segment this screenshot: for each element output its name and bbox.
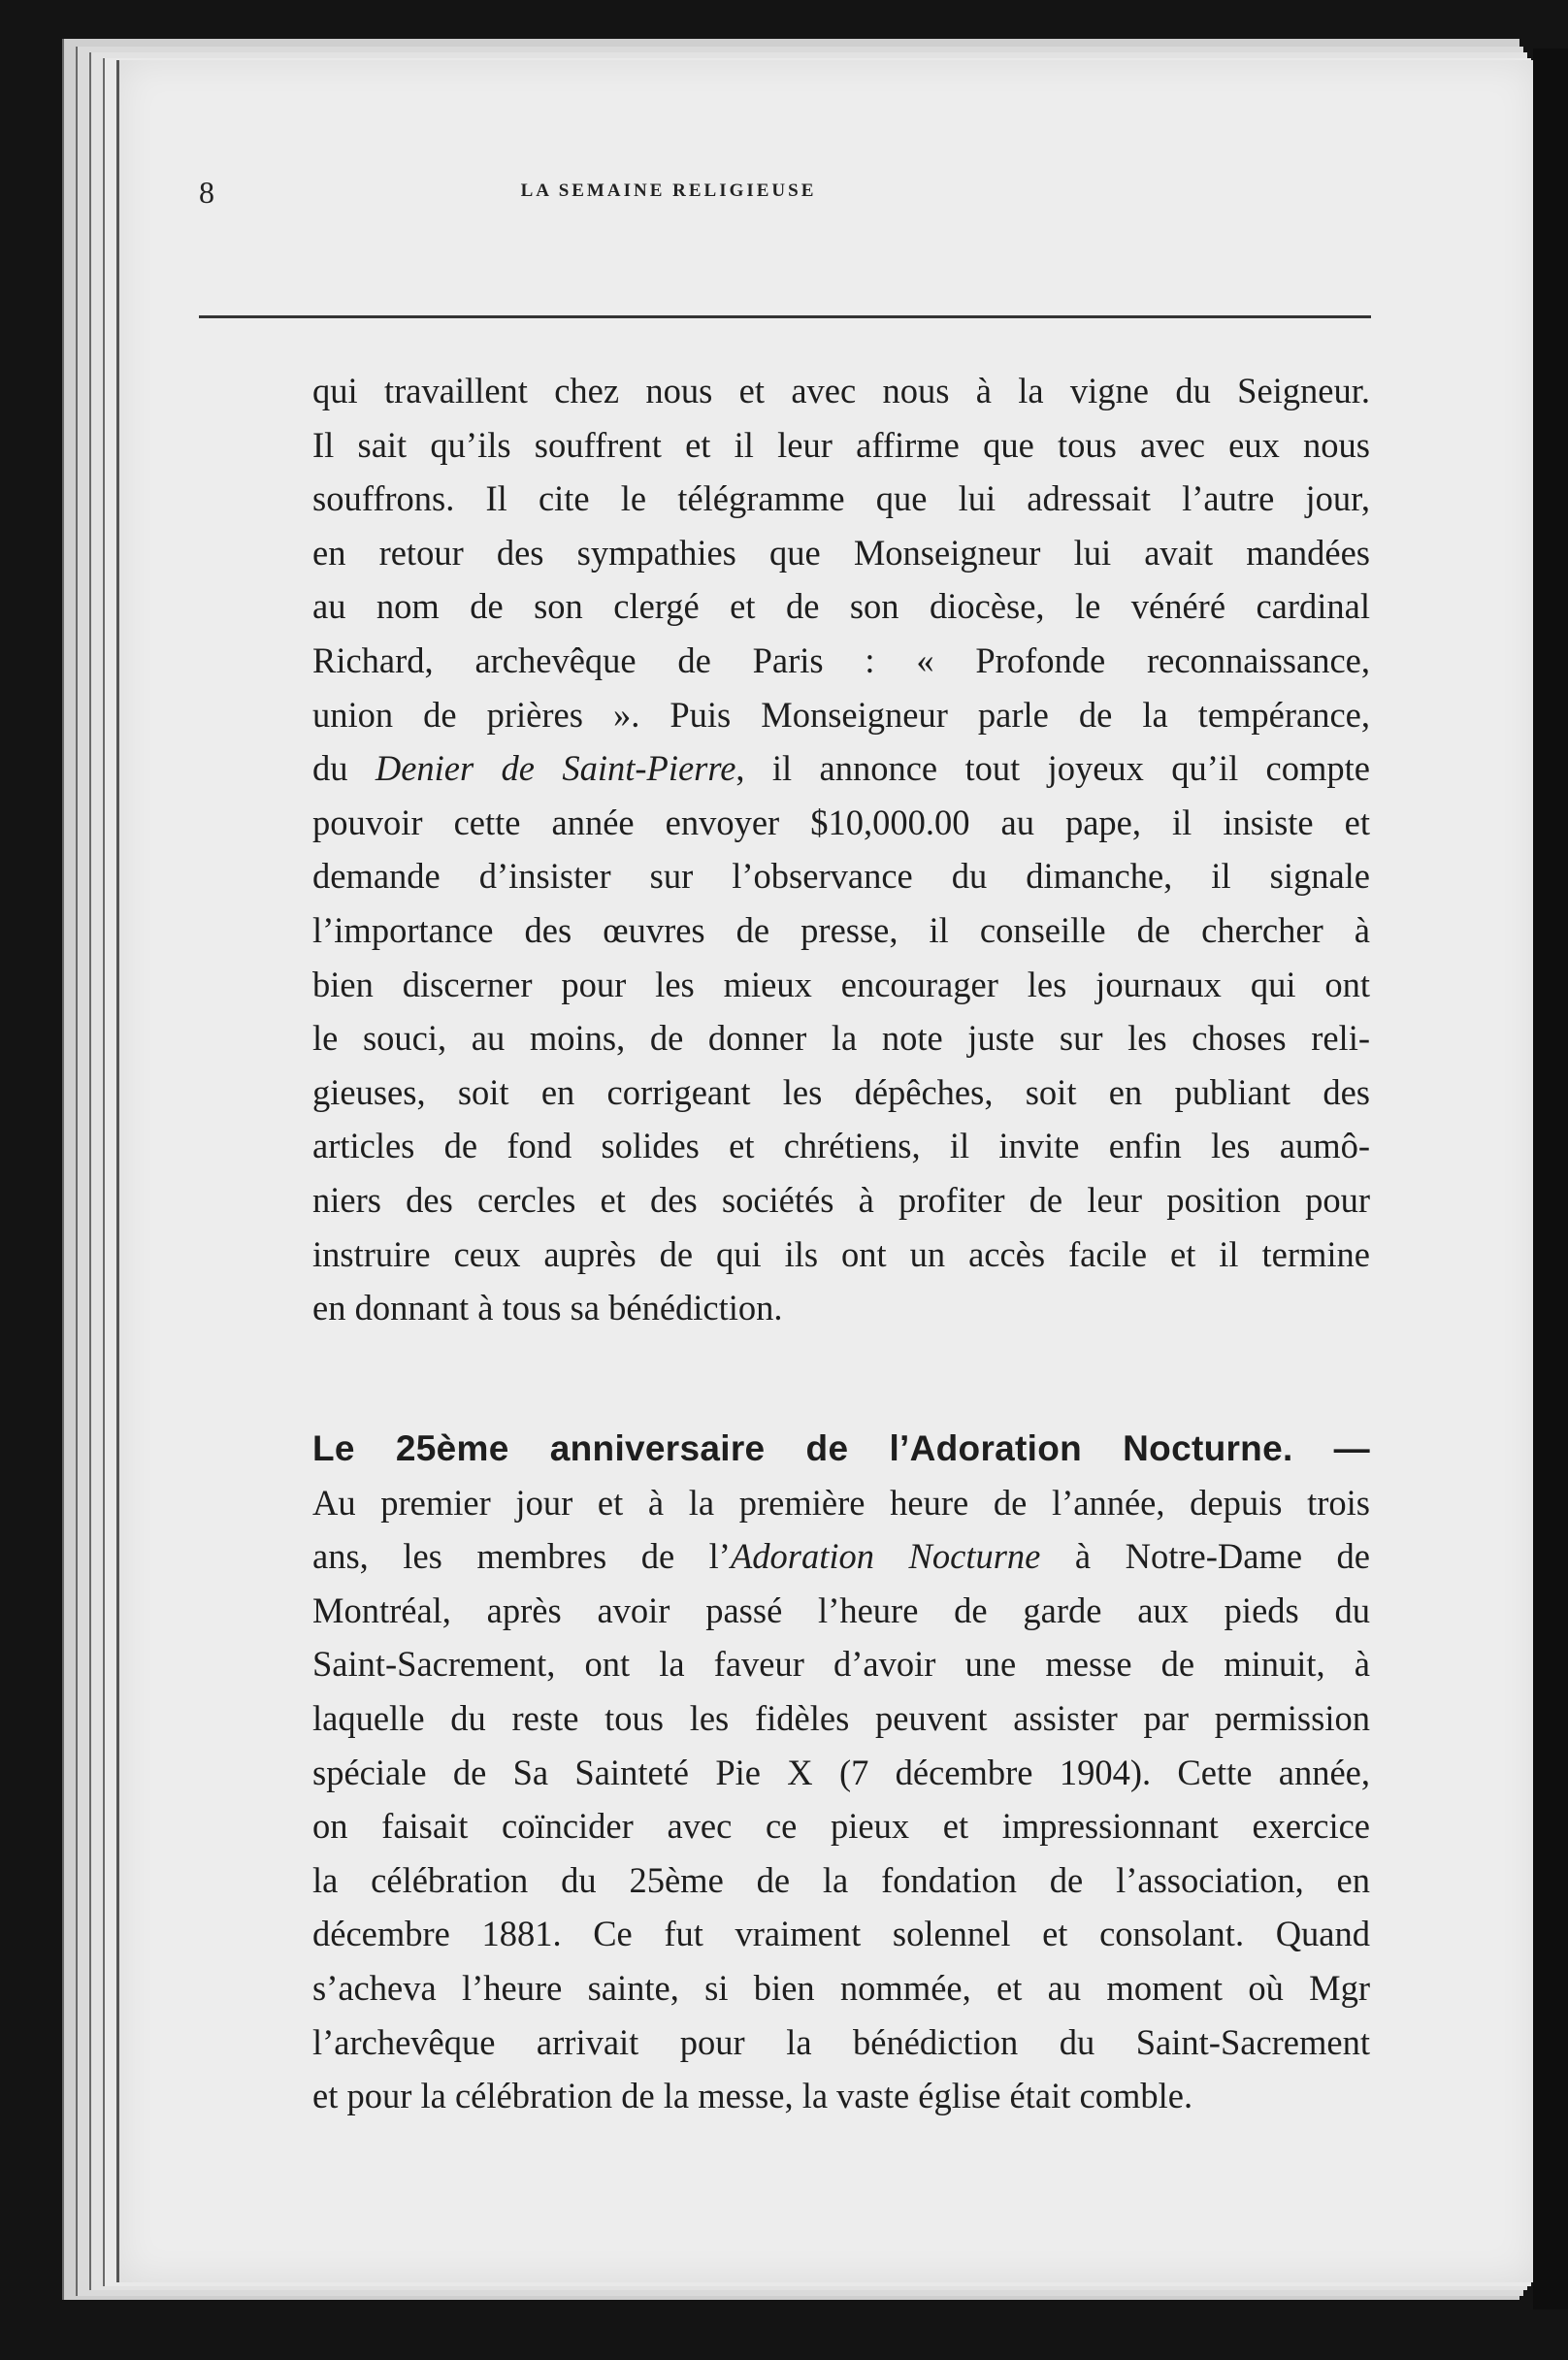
- text-line: articles de fond solides et chrétiens, il invite enfin les aumô-: [312, 1126, 1370, 1166]
- text-line: et pour la célébration de la messe, la vaste église était comble.: [312, 2076, 1193, 2116]
- text-line: au nom de son clergé et de son diocèse, le vénéré cardinal: [312, 586, 1370, 627]
- text-line: l’importance des œuvres de presse, il conseille de chercher à: [312, 909, 1370, 950]
- running-head: [199, 175, 1371, 213]
- text-line: qui travaillent chez nous et avec nous à la vigne du Seigneur.: [312, 371, 1370, 410]
- text-fragment: , il annonce tout joyeux qu’il compte: [735, 748, 1370, 789]
- text-line: spéciale de Sa Sainteté Pie X (7 décembre 1904). Cette année,: [312, 1752, 1370, 1792]
- text-line: Il sait qu’ils souffrent et il leur affirme que tous avec eux nous: [312, 424, 1370, 465]
- text-line: en retour des sympathies que Monseigneur lui avait mandées: [312, 532, 1370, 573]
- text-line: Richard, archevêque de Paris : « Profonde reconnaissance,: [312, 639, 1370, 680]
- running-title: LA SEMAINE RELIGIEUSE: [520, 180, 817, 201]
- text-line: décembre 1881. Ce fut vraiment solennel et consolant. Quand: [312, 1914, 1370, 1954]
- text-line-denier: [312, 741, 1370, 796]
- header-rule: [199, 315, 1371, 318]
- text-line-adoration: [312, 1529, 1370, 1584]
- section-title: Le 25ème anniversaire de l’Adoration Nocturne. —: [312, 1428, 1370, 1468]
- text-line: pouvoir cette année envoyer $10,000.00 au pape, il insiste et: [312, 802, 1370, 842]
- text-line: demande d’insister sur l’observance du dimanche, il signale: [312, 856, 1370, 897]
- text-line: Saint-Sacrement, ont la faveur d’avoir une messe de minuit, à: [312, 1644, 1370, 1685]
- text-line: bien discerner pour les mieux encourager les journaux qui ont: [312, 964, 1370, 1004]
- text-line: instruire ceux auprès de qui ils ont un accès facile et il termine: [312, 1233, 1370, 1274]
- text-line: Au premier jour et à la première heure de l’année, depuis trois: [312, 1482, 1370, 1523]
- italic-title: Denier de Saint-Pierre: [375, 748, 736, 789]
- text-line: niers des cercles et des sociétés à profiter de leur position pour: [312, 1179, 1370, 1220]
- text-fragment: ans, les membres de l’: [312, 1536, 731, 1577]
- text-fragment: à Notre-Dame de: [1040, 1536, 1371, 1577]
- page-number: 8: [199, 175, 214, 210]
- text-line: on faisait coïncider avec ce pieux et impressionnant exercice: [312, 1806, 1370, 1847]
- text-line: le souci, au moins, de donner la note juste sur les choses reli-: [312, 1018, 1370, 1059]
- text-line: laquelle du reste tous les fidèles peuvent assister par permission: [312, 1697, 1370, 1738]
- text-line: gieuses, soit en corrigeant les dépêches, soit en publiant des: [312, 1071, 1370, 1112]
- paragraph-adoration-nocturne: [312, 1422, 1370, 2123]
- text-line: en donnant à tous sa bénédiction.: [312, 1288, 783, 1328]
- text-line: s’acheva l’heure sainte, si bien nommée, et au moment où Mgr: [312, 1967, 1370, 2008]
- paragraph-pastoral-letter: [312, 364, 1370, 1335]
- text-fragment: du: [312, 748, 376, 789]
- text-line: la célébration du 25ème de la fondation de l’association, en: [312, 1859, 1370, 1900]
- text-line: union de prières ». Puis Monseigneur parle de la tempérance,: [312, 694, 1370, 735]
- italic-title: Adoration Nocturne: [730, 1536, 1041, 1577]
- text-line: souffrons. Il cite le télégramme que lui adressait l’autre jour,: [312, 478, 1370, 519]
- scan-border: [1533, 49, 1568, 2310]
- text-line: Montréal, après avoir passé l’heure de garde aux pieds du: [312, 1590, 1370, 1630]
- text-line: l’archevêque arrivait pour la bénédiction du Saint-Sacrement: [312, 2021, 1370, 2062]
